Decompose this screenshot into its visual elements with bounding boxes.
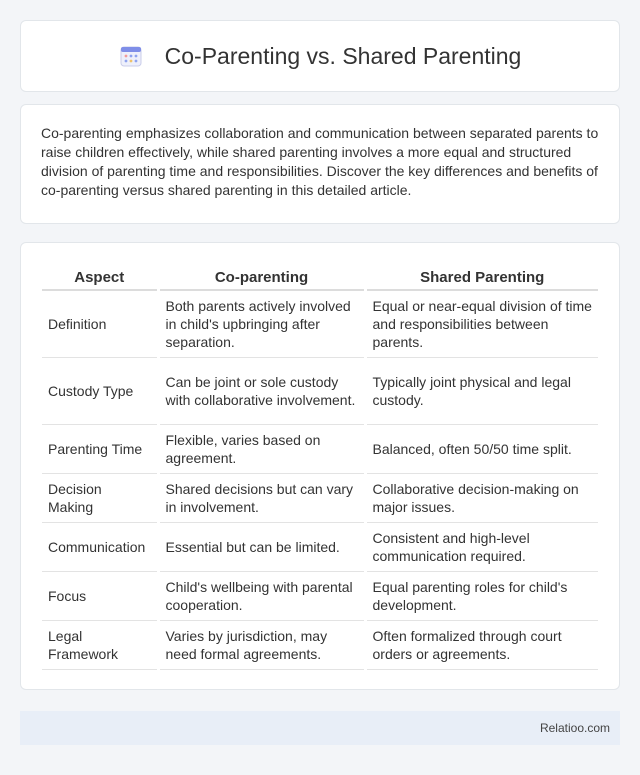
table-row: [42, 290, 598, 357]
table-header-row: [42, 266, 598, 290]
column-header-aspect: Aspect: [42, 266, 158, 290]
row-co-parenting: Both parents actively involved in child's upbringing after separation.: [158, 290, 365, 357]
intro-card: [20, 104, 620, 224]
calendar-icon: [119, 44, 143, 68]
row-aspect: Focus: [42, 571, 158, 620]
row-co-parenting: Child's wellbeing with parental cooperation.: [158, 571, 365, 620]
table-row: [42, 571, 598, 620]
row-shared-parenting: Equal or near-equal division of time and responsibilities between parents.: [365, 290, 598, 357]
row-aspect: Decision Making: [42, 473, 158, 522]
row-co-parenting: Can be joint or sole custody with collaborative involvement.: [158, 357, 365, 424]
table-row: [42, 620, 598, 669]
row-shared-parenting: Often formalized through court orders or agreements.: [365, 620, 598, 669]
row-co-parenting: Shared decisions but can vary in involvement.: [158, 473, 365, 522]
row-aspect: Communication: [42, 522, 158, 571]
comparison-table: [42, 266, 598, 670]
row-aspect: Legal Framework: [42, 620, 158, 669]
column-header-co-parenting: Co-parenting: [158, 266, 365, 290]
table-row: [42, 473, 598, 522]
page-title: Co-Parenting vs. Shared Parenting: [164, 42, 522, 69]
row-shared-parenting: Collaborative decision-making on major issues.: [365, 473, 598, 522]
row-shared-parenting: Consistent and high-level communication required.: [365, 522, 598, 571]
intro-paragraph: Co-parenting emphasizes collaboration and communication between separated parents to raise children effectively, while shared parenting involves a more equal and structured division of parenting time and responsibilities. Discover the key differences and benefits of co-parenting versus shared parenting in this detailed article.: [41, 125, 599, 198]
row-shared-parenting: Equal parenting roles for child's development.: [365, 571, 598, 620]
footer-bar: [20, 711, 620, 745]
row-aspect: Definition: [42, 290, 158, 357]
row-shared-parenting: Balanced, often 50/50 time split.: [365, 424, 598, 473]
table-row: [42, 522, 598, 571]
table-row: [42, 424, 598, 473]
footer-brand: Relatioo.com: [539, 721, 610, 735]
comparison-card: [20, 242, 620, 690]
row-co-parenting: Varies by jurisdiction, may need formal agreements.: [158, 620, 365, 669]
title-card: [20, 20, 620, 92]
table-row: [42, 357, 598, 424]
row-co-parenting: Flexible, varies based on agreement.: [158, 424, 365, 473]
row-aspect: Parenting Time: [42, 424, 158, 473]
row-shared-parenting: Typically joint physical and legal custody.: [365, 357, 598, 424]
row-co-parenting: Essential but can be limited.: [158, 522, 365, 571]
row-aspect: Custody Type: [42, 357, 158, 424]
column-header-shared-parenting: Shared Parenting: [365, 266, 598, 290]
